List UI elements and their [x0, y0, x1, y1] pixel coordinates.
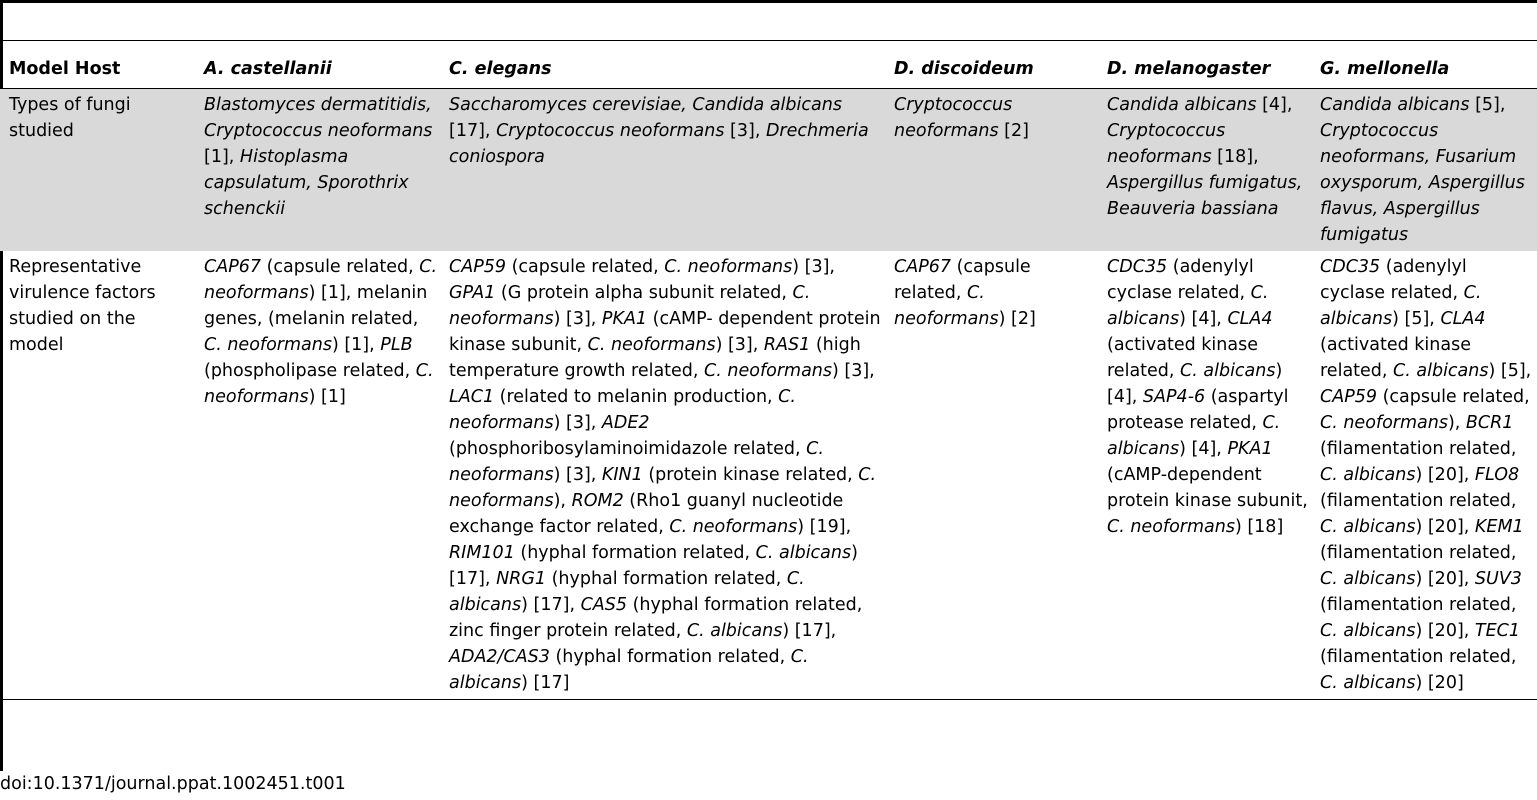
cell-text: (capsule related,	[261, 257, 420, 277]
cell-text: ) [20],	[1415, 517, 1475, 537]
italic-term: Cryptococcus neoformans, Fusarium oxysporum, Aspergillus flavus, Aspergillus fumigatus	[1320, 121, 1525, 245]
italic-term: RAS1	[763, 335, 811, 355]
header-model-host: Model Host	[0, 41, 195, 89]
cell-text: ) [1],	[331, 335, 381, 355]
italic-term: Candida albicans	[1107, 95, 1257, 115]
cell-text: ) [20],	[1415, 569, 1475, 589]
italic-term: C. neoformans	[704, 361, 832, 381]
cell-text: ) [1], melanin genes, (melanin related,	[204, 283, 428, 329]
cell-text: (related to melanin production,	[494, 387, 779, 407]
cell-text: ) [20]	[1415, 673, 1464, 693]
table-cell	[1098, 251, 1311, 700]
cell-text: (high temperature growth related,	[449, 335, 861, 381]
cell-text: ) [1]	[308, 387, 346, 407]
italic-term: FLO8	[1474, 465, 1520, 485]
cell-text: ) [3],	[832, 361, 875, 381]
italic-term: GPA1	[449, 283, 496, 303]
italic-term: RIM101	[449, 543, 515, 563]
italic-term: C. albicans	[1107, 283, 1269, 329]
cell-text: ) [5],	[1392, 309, 1441, 329]
italic-term: Cryptococcus neoformans	[1107, 121, 1226, 167]
host-comparison-table-container	[0, 40, 1537, 700]
italic-term: TEC1	[1474, 621, 1521, 641]
cell-text: ) [17],	[449, 543, 858, 589]
italic-term: Cryptococcus neoformans	[496, 121, 725, 141]
italic-term: C. neoformans	[664, 257, 793, 277]
italic-term: C. neoformans	[204, 335, 332, 355]
cell-text: ),	[1447, 413, 1466, 433]
italic-term: CAP67	[204, 257, 262, 277]
italic-term: CAP67	[894, 257, 952, 277]
italic-term: SUV3	[1474, 569, 1522, 589]
italic-term: C. albicans	[1320, 621, 1416, 641]
italic-term: CDC35	[1107, 257, 1168, 277]
cell-text: [3],	[724, 121, 766, 141]
italic-term: CLA4	[1440, 309, 1486, 329]
host-comparison-table	[0, 40, 1537, 700]
cell-text: [5],	[1469, 95, 1506, 115]
cell-text: (cAMP- dependent protein kinase subunit,	[449, 309, 881, 355]
italic-term: SAP4-6	[1142, 387, 1206, 407]
cell-text: (adenylyl cyclase related,	[1320, 257, 1467, 303]
doi-label: doi:10.1371/journal.ppat.1002451.t001	[0, 774, 346, 794]
cell-text: ) [18]	[1234, 517, 1284, 537]
cell-text: (hyphal formation related,	[549, 647, 791, 667]
cell-text: ) [17]	[521, 673, 570, 693]
cell-text: (filamentation related,	[1320, 647, 1517, 667]
table-cell	[440, 89, 885, 252]
italic-term: C. albicans	[1180, 361, 1276, 381]
cell-text: (filamentation related,	[1320, 439, 1517, 459]
cell-text: ) [19],	[797, 517, 852, 537]
cell-text: (activated kinase related,	[1107, 335, 1258, 381]
italic-term: C. neoformans	[449, 439, 824, 485]
italic-term: ADE2	[601, 413, 650, 433]
italic-term: C. neoformans	[669, 517, 798, 537]
cell-text: (cAMP-dependent protein kinase subunit,	[1107, 465, 1308, 511]
cell-text: (aspartyl protease related,	[1107, 387, 1289, 433]
cell-text: (G protein alpha subunit related,	[495, 283, 793, 303]
table-cell	[1098, 89, 1311, 252]
cell-text: ) [3],	[553, 413, 602, 433]
table-cell	[440, 251, 885, 700]
italic-term: NRG1	[496, 569, 547, 589]
italic-term: CLA4	[1227, 309, 1273, 329]
italic-term: C. neoformans	[449, 465, 877, 511]
italic-term: CAP59	[449, 257, 507, 277]
italic-term: C. albicans	[1107, 413, 1281, 459]
header-a-castellanii: A. castellanii	[195, 41, 440, 89]
table-cell	[885, 251, 1098, 700]
italic-term: C. neoformans	[204, 257, 438, 303]
cell-text: ) [17],	[782, 621, 837, 641]
header-g-mellonella: G. mellonella	[1311, 41, 1537, 89]
italic-term: C. albicans	[1320, 673, 1416, 693]
table-cell	[1311, 89, 1537, 252]
table-cell	[195, 251, 440, 700]
cell-text: (filamentation related,	[1320, 491, 1517, 511]
italic-term: Cryptococcus neoformans	[894, 95, 1013, 141]
cell-text: [4],	[1256, 95, 1293, 115]
cell-text: (capsule related,	[894, 257, 1031, 303]
italic-term: C. neoformans	[894, 283, 999, 329]
italic-term: LAC1	[449, 387, 495, 407]
italic-term: C. neoformans	[204, 361, 434, 407]
header-d-melanogaster: D. melanogaster	[1098, 41, 1311, 89]
table-cell	[1311, 251, 1537, 700]
cell-text: (capsule related,	[1377, 387, 1530, 407]
italic-term: C. albicans	[1320, 283, 1482, 329]
italic-term: C. neoformans	[587, 335, 716, 355]
cell-text: (protein kinase related,	[642, 465, 859, 485]
cell-text: (hyphal formation related,	[546, 569, 787, 589]
italic-term: C. albicans	[449, 647, 809, 693]
cell-text: (capsule related,	[506, 257, 665, 277]
italic-term: C. albicans	[1393, 361, 1489, 381]
italic-term: Aspergillus fumigatus, Beauveria bassiana	[1107, 173, 1303, 219]
cell-text: ) [4],	[1107, 361, 1283, 407]
cell-text: ) [20],	[1415, 465, 1475, 485]
italic-term: ADA2/CAS3	[449, 647, 550, 667]
header-c-elegans: C. elegans	[440, 41, 885, 89]
row-virulence-factors	[0, 251, 1537, 700]
cell-text: ),	[553, 491, 572, 511]
italic-term: Saccharomyces cerevisiae, Candida albicans	[449, 95, 842, 115]
italic-term: C. albicans	[1320, 517, 1416, 537]
row-fungi-types	[0, 89, 1537, 252]
cell-text: (Rho1 guanyl nucleotide exchange factor related,	[449, 491, 844, 537]
cell-text: [2]	[998, 121, 1029, 141]
header-row	[0, 41, 1537, 89]
cell-text: (filamentation related,	[1320, 595, 1517, 615]
italic-term: C. albicans	[755, 543, 852, 563]
table-cell	[885, 89, 1098, 252]
italic-term: C. neoformans	[1107, 517, 1235, 537]
cell-text: [18],	[1211, 147, 1259, 167]
row-label-fungi-types: Types of fungi studied	[0, 89, 195, 252]
cell-text: (phospholipase related,	[204, 361, 416, 381]
cell-text: [17],	[449, 121, 497, 141]
cell-text: ) [20],	[1415, 621, 1475, 641]
table-cell	[195, 89, 440, 252]
cell-text: ) [4],	[1179, 439, 1228, 459]
header-d-discoideum: D. discoideum	[885, 41, 1098, 89]
cell-text: [1],	[204, 147, 240, 167]
top-rule	[0, 0, 1537, 3]
italic-term: PKA1	[601, 309, 648, 329]
cell-text: (phosphoribosylaminoimidazole related,	[449, 439, 807, 459]
italic-term: KIN1	[601, 465, 643, 485]
row-label-virulence-factors: Representative virulence factors studied on the model	[0, 251, 195, 700]
cell-text: (hyphal formation related,	[514, 543, 756, 563]
cell-text: ) [17],	[521, 595, 581, 615]
cell-text: (hyphal formation related, zinc finger protein related,	[449, 595, 863, 641]
italic-term: CDC35	[1320, 257, 1381, 277]
cell-text: ) [4],	[1179, 309, 1228, 329]
italic-term: KEM1	[1474, 517, 1524, 537]
italic-term: CAS5	[580, 595, 628, 615]
cell-text: ) [2]	[998, 309, 1036, 329]
italic-term: BCR1	[1465, 413, 1514, 433]
cell-text: (activated kinase related,	[1320, 335, 1471, 381]
italic-term: Candida albicans	[1320, 95, 1470, 115]
italic-term: C. neoformans	[1320, 413, 1448, 433]
cell-text: ) [3],	[715, 335, 764, 355]
cell-text: ) [3],	[553, 465, 602, 485]
italic-term: Blastomyces dermatitidis, Cryptococcus neoformans	[204, 95, 433, 141]
cell-text: (filamentation related,	[1320, 543, 1517, 563]
italic-term: C. neoformans	[449, 387, 796, 433]
italic-term: Histoplasma capsulatum, Sporothrix schenckii	[204, 147, 409, 219]
cell-text: ) [3],	[553, 309, 602, 329]
italic-term: CAP59	[1320, 387, 1378, 407]
italic-term: C. albicans	[449, 569, 805, 615]
cell-text: ) [3],	[792, 257, 835, 277]
italic-term: C. albicans	[686, 621, 783, 641]
italic-term: Drechmeria coniospora	[449, 121, 869, 167]
italic-term: C. albicans	[1320, 569, 1416, 589]
italic-term: PKA1	[1227, 439, 1273, 459]
italic-term: PLB	[380, 335, 413, 355]
cell-text: (adenylyl cyclase related,	[1107, 257, 1254, 303]
italic-term: ROM2	[571, 491, 624, 511]
italic-term: C. albicans	[1320, 465, 1416, 485]
cell-text: ) [5],	[1488, 361, 1532, 381]
italic-term: C. neoformans	[449, 283, 811, 329]
